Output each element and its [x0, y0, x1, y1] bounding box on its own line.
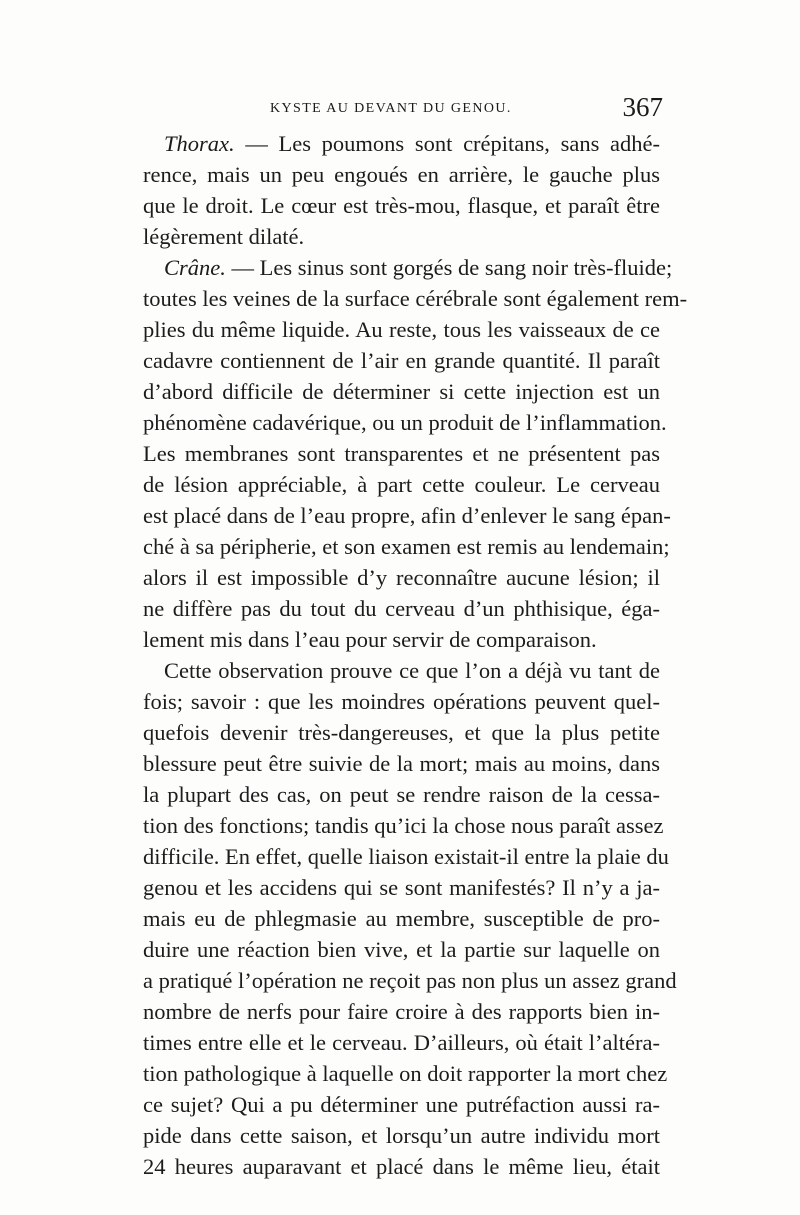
text-line: mais eu de phlegmasie au membre, susceptible de pro-: [143, 906, 660, 931]
text-line: cadavre contiennent de l’air en grande quantité. Il paraît: [143, 348, 660, 373]
text-line: tion pathologique à laquelle on doit rapporter la mort chez: [143, 1061, 668, 1086]
text-line: pide dans cette saison, et lorsqu’un autre individu mort: [143, 1123, 660, 1148]
text-line: d’abord difficile de déterminer si cette injection est un: [143, 379, 660, 404]
text-line: tion des fonctions; tandis qu’ici la chose nous paraît assez: [143, 813, 664, 838]
text-line: toutes les veines de la surface cérébrale sont également rem-: [143, 286, 688, 311]
text-line: genou et les accidens qui se sont manifestés? Il n’y a ja-: [143, 875, 660, 900]
text-line: Les membranes sont transparentes et ne présentent pas: [143, 441, 660, 466]
running-head: [143, 92, 663, 128]
text-line: est placé dans de l’eau propre, afin d’enlever le sang épan-: [143, 503, 671, 528]
text-line: phénomène cadavérique, ou un produit de l’inflammation.: [143, 410, 667, 435]
text-line: alors il est impossible d’y reconnaître aucune lésion; il: [143, 565, 660, 590]
text-line: lement mis dans l’eau pour servir de comparaison.: [143, 627, 597, 652]
text-line: légèrement dilaté.: [143, 224, 305, 249]
text-line: quefois devenir très-dangereuses, et que la plus petite: [143, 720, 660, 745]
text-line: la plupart des cas, on peut se rendre raison de la cessa-: [143, 782, 660, 807]
text-line: Crâne. — Les sinus sont gorgés de sang noir très-fluide;: [164, 255, 673, 280]
text-line: difficile. En effet, quelle liaison existait-il entre la plaie du: [143, 844, 669, 869]
page-number: 367: [622, 92, 663, 122]
text-line: Thorax. — Les poumons sont crépitans, sans adhé-: [164, 131, 660, 156]
text-line: plies du même liquide. Au reste, tous les vaisseaux de ce: [143, 317, 660, 342]
text-line: a pratiqué l’opération ne reçoit pas non plus un assez grand: [143, 968, 677, 993]
text-line: duire une réaction bien vive, et la partie sur laquelle on: [143, 937, 660, 962]
text-line: de lésion appréciable, à part cette couleur. Le cerveau: [143, 472, 660, 497]
text-line: times entre elle et le cerveau. D’ailleurs, où était l’altéra-: [143, 1030, 660, 1055]
text-line: que le droit. Le cœur est très-mou, flasque, et paraît être: [143, 193, 660, 218]
text-line: ce sujet? Qui a pu déterminer une putréfaction aussi ra-: [143, 1092, 660, 1117]
text-line: 24 heures auparavant et placé dans le même lieu, était: [143, 1154, 660, 1179]
text-line: nombre de nerfs pour faire croire à des rapports bien in-: [143, 999, 660, 1024]
text-line: ché à sa péripherie, et son examen est remis au lendemain;: [143, 534, 670, 559]
text-line: blessure peut être suivie de la mort; mais au moins, dans: [143, 751, 660, 776]
body-text: [143, 128, 688, 1182]
text-line: fois; savoir : que les moindres opérations peuvent quel-: [143, 689, 660, 714]
text-line: ne diffère pas du tout du cerveau d’un phthisique, éga-: [143, 596, 660, 621]
text-line: rence, mais un peu engoués en arrière, le gauche plus: [143, 162, 660, 187]
paragraph-lead: Crâne.: [164, 255, 226, 280]
paragraph-lead: Thorax.: [164, 131, 235, 156]
header-title: KYSTE AU DEVANT DU GENOU.: [270, 101, 512, 116]
text-line: Cette observation prouve ce que l’on a déjà vu tant de: [164, 658, 660, 683]
